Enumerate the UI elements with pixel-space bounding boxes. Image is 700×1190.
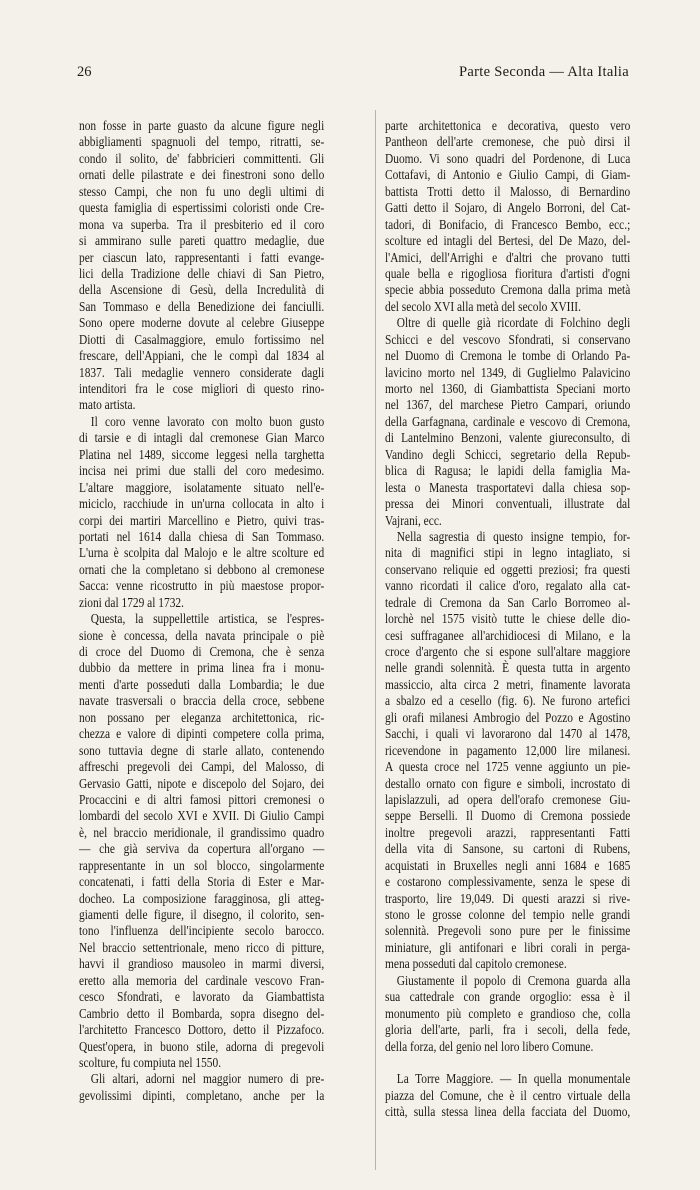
text-line: Cambrio detto il Bombarda, sopra disegno del- [79, 1005, 325, 1021]
text-line: L'urna è scolpita dal Malojo e le altre scolture ed [79, 545, 325, 561]
text-line: lavicino morto nel 1349, di Guglielmo Palavicino [385, 364, 631, 380]
text-line: miciclo, racchiude in un'urna collocata in alto i [79, 496, 325, 512]
text-line: lapislazzuli, ad opera dell'orafo cremonese Giu- [385, 791, 631, 807]
text-line: navate trasversali o braccia della croce, sebbene [79, 693, 325, 709]
text-line: mato artista. [79, 397, 136, 413]
text-line: piazza del Comune, che è il centro virtuale della [385, 1087, 631, 1103]
text-line: ornati delle pilastrate e dei finestroni sono dello [79, 167, 325, 183]
right-column [385, 118, 630, 1121]
text-line: Pantheon dell'arte cremonese, che può dirsi il [385, 134, 631, 150]
text-line: lici della Tradizione delle chiavi di San Pietro, [79, 265, 325, 281]
text-line: 1837. Tali medaglie vennero considerate dagli [79, 364, 325, 380]
text-line: Gli altari, adorni nel maggior numero di pre- [90, 1071, 325, 1087]
text-line: Oltre di quelle già ricordate di Folchino degli [396, 315, 631, 331]
page-number: 26 [77, 64, 92, 80]
text-line: nita di magnifici stipi in legno intagliato, si [385, 545, 631, 561]
text-line: Giustamente il popolo di Cremona guarda alla [396, 972, 631, 988]
text-line: lorchè nel 1575 visitò tutte le chiese delle dio- [385, 611, 631, 627]
text-line: del secolo XVI alla metà del secolo XVIII. [385, 298, 581, 314]
text-line: Quest'opera, in buono stile, adorna di pregevoli [79, 1038, 325, 1054]
text-line: — che già serviva da copertura all'organo — [79, 841, 325, 857]
text-line: giamenti delle figure, il disegno, il colorito, sen- [79, 907, 325, 922]
text-line: Vajrani, ecc. [385, 512, 442, 528]
text-line: concatenati, i fatti della Storia di Ester e Mar- [79, 874, 325, 890]
text-line: nelle grandi solennità. È questa tutta in argento [385, 660, 631, 676]
text-line: massiccio, alta circa 2 metri, finamente lavorata [385, 676, 631, 692]
text-line: solennità. Pregevoli sono pure per le finissime [385, 923, 631, 939]
text-line: tedrale di Cremona da San Carlo Borromeo al- [385, 594, 631, 610]
text-line: Sono opere moderne dovute al celebre Giuseppe [79, 315, 325, 331]
text-line: a sbalzo ed a cesello (fig. 6). Ne furono artefici [385, 693, 631, 709]
text-line: destallo ornato con figure e simboli, incrostato di [385, 775, 631, 791]
text-line: menti d'arte posseduti dalla Lombardia; le due [79, 676, 325, 692]
text-line: di Lantelmino Benzoni, valente giureconsulto, di [385, 430, 631, 446]
text-line: gloria dell'arte, parli, fra i secoli, della fede, [385, 1022, 631, 1038]
page-header [77, 64, 629, 84]
text-line: corpi dei martiri Marcellino e Pietro, quivi tras- [79, 512, 325, 528]
text-line: mona va superba. Tra il presbiterio ed il coro [79, 216, 325, 232]
text-line: chezza e valore di dipinti competere colla prima, [79, 726, 325, 742]
text-line: morto nel 1360, di Giambattista Speciani morto [385, 381, 631, 396]
text-line: eretto alla memoria del cardinale vescovo Fran- [79, 972, 325, 988]
text-line: L'altare maggiore, isolatamente situato nell'e- [79, 479, 325, 495]
text-line: tono l'influenza dell'incipiente secolo barocco. [79, 923, 325, 939]
text-line: sua cattedrale con grande orgoglio: essa è il [385, 989, 631, 1005]
text-line: abbigliamenti spagnuoli del tempo, ritratti, se- [79, 134, 325, 150]
text-line: blica di Ragusa; le lapidi della famiglia Ma- [385, 463, 631, 479]
text-line: rappresentante in un sol blocco, singolarmente [79, 857, 325, 873]
text-line: scolture, fu compiuta nel 1550. [79, 1054, 222, 1070]
text-line: Sacchi, i quali vi lavorarono dal 1470 al 1478, [385, 726, 631, 742]
text-line: quale bella e rigogliosa fioritura d'artisti d'ogni [385, 265, 631, 281]
text-line: della forza, del genio nel loro libero Comune. [385, 1038, 594, 1054]
text-line: inoltre pregevoli arazzi, rappresentanti Fatti [385, 824, 631, 840]
text-line: lombardi del secolo XVI e XVII. Di Giulio Campi [79, 808, 325, 824]
text-line: l'architetto Francesco Dottoro, detto il Pizzafoco. [79, 1022, 325, 1038]
text-line: Nella sagrestia di questo insigne tempio, for- [396, 528, 631, 544]
text-line: Platina nel 1489, siccome leggesi nella targhetta [79, 446, 325, 462]
text-line: specie abbia posseduto Cremona dalla prima metà [385, 282, 631, 298]
text-line: città, sulla stessa linea della facciata del Duomo, [385, 1104, 631, 1120]
text-line: nel Duomo di Cremona le tombe di Orlando Pa- [385, 348, 631, 364]
text-line [385, 1055, 630, 1071]
text-line: zioni dal 1729 al 1732. [79, 594, 184, 610]
text-line: Gatti detto il Sojaro, di Angelo Borroni, del Cat- [385, 200, 631, 216]
text-line: ornati che la completano si debbono al cremonese [79, 561, 325, 577]
text-line: della Garfagnana, cardinale e vescovo di Cremona, [385, 413, 631, 429]
text-line: sione è concessa, della navata principale o piè [79, 627, 325, 643]
text-line: havvi il grandioso mausoleo in marmi diversi, [79, 956, 325, 972]
text-line: parte architettonica e decorativa, questo vero [385, 118, 631, 133]
text-line: Questa, la suppellettile artistica, se l'espres- [90, 611, 325, 627]
text-line: intenditori fra le cose migliori di questo rino- [79, 381, 325, 396]
text-line: La Torre Maggiore. — In quella monumentale [396, 1071, 631, 1087]
text-line: affreschi pregevoli dei Campi, del Malosso, di [79, 759, 325, 775]
text-line: portati nel 1614 dalla chiesa di San Tommaso. [79, 528, 325, 544]
text-line: monumento più completo e grandioso che, colla [385, 1005, 631, 1021]
text-line: croce d'argento che si espone sull'altare maggiore [385, 644, 631, 659]
text-line: è, nel braccio meridionale, il grandissimo quadro [79, 824, 325, 840]
left-column [79, 118, 324, 1104]
text-line: frescare, dell'Appiani, che le compì dal 1834 al [79, 348, 325, 364]
text-line: Nel braccio settentrionale, meno ricco di pitture, [79, 939, 325, 955]
text-line: stesso Campi, che non fu uno degli ultimi di [79, 183, 325, 199]
text-line: della vita di Sansone, su cartoni di Rubens, [385, 841, 631, 857]
text-line: della Ascensione di Gesù, della Incredulità di [79, 282, 325, 298]
text-line: sono tuttavia degne di starle allato, contenendo [79, 742, 325, 758]
text-line: Schicci e del vescovo Sfondrati, si conservano [385, 331, 631, 347]
text-line: cesi suffraganee all'archidiocesi di Milano, e la [385, 627, 631, 643]
text-line: San Tommaso e della Benedizione dei fanciulli. [79, 298, 325, 314]
text-line: tadori, di Bonifacio, di Francesco Bembo, ecc.; [385, 216, 631, 232]
text-line: conservano reliquie ed oggetti preziosi; fra questi [385, 561, 631, 577]
text-line: condo il solito, de' fabbricieri committenti. Gli [79, 150, 325, 166]
text-line: non possano per eleganza architettonica, ric- [79, 709, 325, 725]
text-line: Il coro venne lavorato con molto buon gusto [90, 413, 325, 429]
text-line: seppe Berselli. Il Duomo di Cremona possiede [385, 808, 631, 824]
text-line: Cottafavi, di Antonio e Giulio Campi, di Giam- [385, 167, 631, 183]
text-line: questa famiglia di espertissimi coloristi onde Cre- [79, 200, 325, 216]
text-line: per ciascun lato, rappresentanti i fatti evange- [79, 249, 325, 265]
text-line: stono le grosse colonne del tempio nelle grandi [385, 907, 631, 922]
text-line: Sacca: venne ricostrutto in più maestose propor- [79, 578, 325, 594]
text-line: non fosse in parte guasto da alcune figure negli [79, 118, 325, 133]
text-line: e costarono complessivamente, senza le spese di [385, 874, 631, 890]
text-line: lesta o Manesta trasportatevi dalla chiesa sop- [385, 479, 631, 495]
text-line: si ammirano sulle pareti quattro medaglie, due [79, 233, 325, 249]
text-line: scolture ed intagli del Bertesi, del De Mazo, del- [385, 233, 631, 249]
text-line: incisa nei primi due stalli del coro medesimo. [79, 463, 325, 479]
text-line: cesco Sfondrati, e lavorato da Giambattista [79, 989, 325, 1005]
text-line: dubbio da mettere in prima linea fra i monu- [79, 660, 325, 676]
text-line: vanno ricordati il calice d'oro, regalato alla cat- [385, 578, 631, 594]
text-line: Duomo. Vi sono quadri del Pordenone, di Luca [385, 150, 631, 166]
text-line: Vandino degli Schicci, segretario della Repub- [385, 446, 631, 462]
text-line: ricevendone in pagamento 12,000 lire milanesi. [385, 742, 631, 758]
text-line: trasporto, lire 19,049. Di questi arazzi si rive- [385, 890, 631, 906]
text-line: mena posseduti dal capitolo cremonese. [385, 956, 567, 972]
text-line: l'Amici, dell'Arrighi e d'altri che provano tutti [385, 249, 631, 265]
text-line: docheo. La composizione faragginosa, gli atteg- [79, 890, 325, 906]
text-line: di tarsie e di intagli dal cremonese Gian Marco [79, 430, 325, 446]
text-line: gevolissimi dipinti, completano, anche per la [79, 1087, 325, 1103]
text-line: di croce del Duomo di Cremona, che è senza [79, 644, 325, 659]
text-line: battista Trotti detto il Malosso, di Bernardino [385, 183, 631, 199]
text-line: Procaccini e di altri famosi pittori cremonesi o [79, 791, 325, 807]
text-line: Diotti di Casalmaggiore, emulo fortissimo nel [79, 331, 325, 347]
running-head: Parte Seconda — Alta Italia [459, 64, 629, 80]
column-divider [375, 110, 376, 1170]
text-line: nel 1367, del marchese Pietro Campari, oriundo [385, 397, 631, 413]
text-line: Gervasio Gatti, nipote e discepolo del Sojaro, dei [79, 775, 325, 791]
text-line: miniature, gli antifonari e libri corali in perga- [385, 939, 631, 955]
text-line: gli orafi milanesi Ambrogio del Pozzo e Agostino [385, 709, 631, 725]
text-line: A questa croce nel 1725 venne aggiunto un pie- [385, 759, 631, 775]
text-line: pressa dei Minori conventuali, illustrate dal [385, 496, 631, 512]
text-line: acquistati in Bruxelles negli anni 1684 e 1685 [385, 857, 631, 873]
